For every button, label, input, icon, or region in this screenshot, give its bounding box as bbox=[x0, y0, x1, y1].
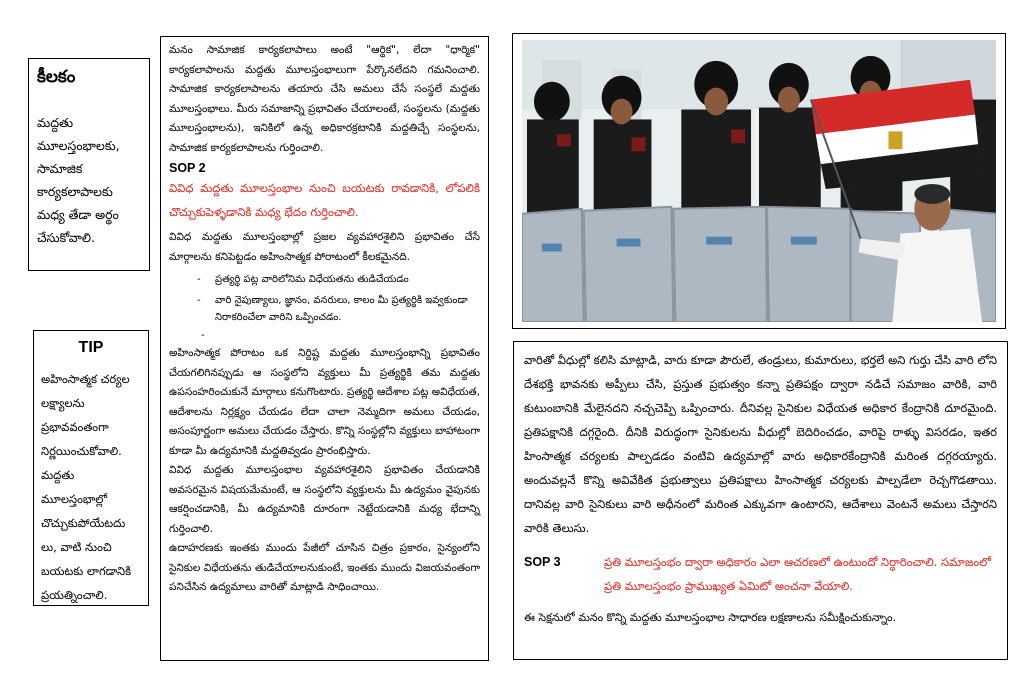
key-box-title: కీలకం bbox=[37, 67, 76, 87]
photo-frame bbox=[512, 33, 1006, 329]
sop3-label: SOP 3 bbox=[524, 555, 561, 569]
paragraph-pillar-behaviour: వివిధ మద్దతు మూలస్తంభాల వ్యవహారశైలిని ప్రభావితం చేయడానికి అవసరమైన విషయమేమంటే, ఆ సంస్థలోని వ్యక్తులను మీ ఉద్యమం వైపునకు ఆకర్షించడానికి, మీ ఉద్యమానికి దూరంగా నెట్టేయడానికి మధ్య భేదాన్ని గుర్తించాలి. bbox=[169, 464, 480, 535]
paragraph-example: ఉదాహరణకు ఇంతకు ముందు పేజీలో చూసిన చిత్రం ప్రకారం, సైన్యంలోని సైనికుల విధేయతను తుడిచేయాలనుకుంటే, ఇంతకు ముందు విజయవంతంగా పనిచేసిన ఉద్యమాలు వారితో మాట్లాడి సాధించాయి. bbox=[169, 542, 480, 593]
right-column bbox=[513, 341, 1008, 660]
dash-marker: - bbox=[201, 330, 205, 341]
list-item: - వారి నైపుణ్యాలు, జ్ఞానం, వనరులు, కాలం మీ ప్రత్యర్థికి ఇవ్వకుండా నిరాకరించేలా వారిని ఒప్పించడం. bbox=[197, 292, 480, 326]
sop2-text: వివిధ మద్దతు మూలస్తంభాల నుంచి బయటకు రావడానికి, లోపలికి చొచ్చుకుపెళ్ళడానికి మధ్య భేదం గుర్తించాలి. bbox=[169, 181, 480, 219]
sop3-text: ప్రతి మూలస్తంభం ద్వారా అధికారం ఎలా ఆచరణలో ఉంటుందో నిర్ధారించాలి. సమాజంలో ప్రతి మూలస్తంభం ప్రాముఖ్యత ఏమిటో అంచనా వేయాలి. bbox=[604, 555, 991, 593]
paragraph-soldiers: వారితో వీధుల్లో కలిసి మాట్లాడి, వారు కూడా పౌరులే, తండ్రులు, కుమారులు, భర్తలే అని గుర్తు చేసి వారి లోని దేశభక్తి భావనకు అప్పీలు చేసి, ప్రస్తుత ప్రభుత్వం కన్నా ప్రతిపక్షం ద్వారా నడిచే సమాజం వారికి, వారి కుటుంబానికి మేలైనదని నచ్చచెప్పి ఒప్పించారు. దీనివల్ల సైనికుల విధేయత అధికార కేంద్రానికి దూరమైంది. ప్రతిపక్షానికి దగ్గరైంది. దీనికి విరుద్ధంగా సైనికులను వీధుల్లో బెదిరించడం, వారిపై రాళ్ళు విసరడం, ఇతర హింసాత్మక చర్యలకు పాల్పడడం వంటివి ఉద్యమాల్లో వారు అధికారకేంద్రానికి మరింత దగ్గరయ్యారు. అందువల్లనే కొన్ని అవివేకిత ప్రభుత్వాలు ప్రతిపక్షాలు హింసాత్మక చర్యలకు పాల్పడేలా రెచ్చగొడతాయి. దానివల్ల వారి సైనికులు వారి అధీనంలో మరింత ఎక్కువగా ఉంటారని, ఆదేశాలు వెంటనే అమలు చేస్తారని వారికి తెలుసు. bbox=[524, 353, 997, 535]
paragraph-nonviolent-struggle: అహింసాత్మక పోరాటం ఒక నిర్దిష్ట మద్దతు మూలస్తంభాన్ని ప్రభావితం చేయగలిగినప్పుడు ఆ సంస్థలోని వ్యక్తులు మీ ప్రత్యర్థికి తమ మద్దతు ఉపసంహరించుకునే మార్గాలు కనుగొంటారు. ప్రత్యర్థి ఆదేశాల పట్ల అవిధేయత, ఆదేశాలను నిర్లక్ష్యం చేయడం లేదా చాలా నెమ్మదిగా అమలు చేయడం, అసంపూర్ణంగా అమలు చేయడం చేస్తారు. కొన్ని సంస్థల్లోని వ్యక్తులు బాహాటంగా కూడా మీ ఉద్యమానికి మద్దతివ్వడం ప్రారంభిస్తారు. bbox=[169, 347, 480, 457]
list-item: - ప్రత్యర్థి పట్ల వారిలోనిమ విధేయతను తుడిచేయడం bbox=[197, 271, 480, 288]
paragraph-social-activities: మనం సామాజిక కార్యకలాపాలు అంటే "ఆర్థిక", లేదా "ధార్మిక" కార్యకలాపాలను మద్దతు మూలస్తంభాలుగా పేర్కొనలేదని గమనించాలి. సామాజిక కార్యకలాపాలను తయారు చేసి అమలు చేసే సంస్థలే మద్దతు మూలస్తంభాలు. మీరు సమాజాన్ని ప్రభావితం చేయాలంటే, సంస్థలను (మద్దతు మూలస్తంభాలను), ఇనికిలో ఉన్న అధికారక్రటానికి మద్దతిచ్చే సంస్థలను, సామాజిక కార్యకలాపాలను గుర్తించాలి. bbox=[169, 44, 480, 154]
middle-column bbox=[160, 36, 489, 661]
tip-box-title: TIP bbox=[78, 339, 104, 356]
protest-photo bbox=[522, 40, 996, 322]
sop3-block bbox=[524, 550, 997, 598]
bullet-list bbox=[169, 271, 480, 326]
paragraph-summary: ఈ సెక్షనులో మనం కొన్ని మద్దతు మూలస్తంభాల సాధారణ లక్షణాలను సమీక్షించుకున్నాం. bbox=[524, 611, 897, 624]
tip-box bbox=[33, 330, 149, 606]
paragraph-influence-ways: వివిధ మద్దతు మూలస్తంభాల్లో ప్రజల వ్యవహారశైలిని ప్రభావితం చేసే మార్గాలను కనిపెట్టడం అహింసాత్మక పోరాటంలో కీలకమైనది. bbox=[169, 231, 480, 263]
sop2-label: SOP 2 bbox=[169, 161, 206, 175]
key-box-text: మద్దతు మూలస్తంభాలకు, సామాజిక కార్యకలాపాలకు మధ్య తేడా అర్థం చేసుకోవాలి. bbox=[37, 115, 120, 245]
tip-box-text: అహింసాత్మక చర్యల లక్ష్యాలను ప్రభావవంతంగా నిర్ణయించుకోవాలి. మద్దతు మూలస్తంభాల్లో చొచ్చుకుపోయేటదు లు, వాటి నుంచి బయటకు లాగడానికి ప్రయత్నించాలి. bbox=[41, 372, 132, 602]
key-box bbox=[28, 58, 150, 271]
